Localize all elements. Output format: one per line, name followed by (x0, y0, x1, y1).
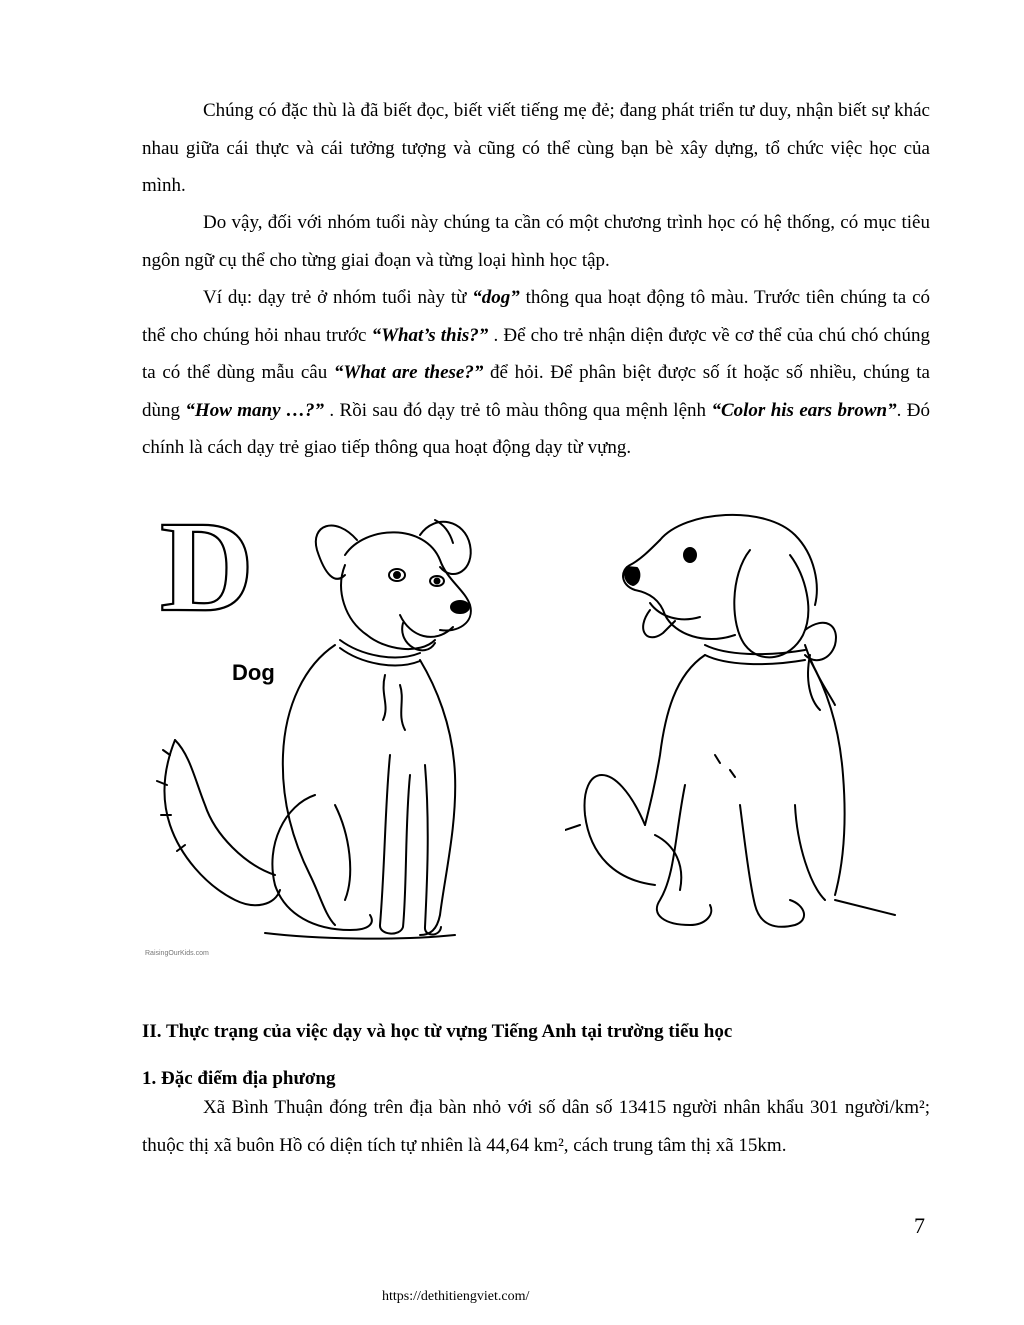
text-run: . Đó chính là cách dạy trẻ giao tiếp thông qua hoạt động dạy từ vựng. (142, 399, 930, 458)
dog-outline-right (565, 515, 895, 927)
paragraph-3 (142, 279, 930, 467)
emphasis-color-ears: “Color his ears brown” (711, 399, 897, 421)
text-run: . Để cho trẻ nhận diện được về cơ thể của chú chó chúng ta có thể dùng mẫu câu (142, 324, 930, 383)
emphasis-how-many: “How many …?” (185, 399, 324, 421)
dog-coloring-illustration-right (565, 505, 905, 945)
text-run: để hỏi. Để phân biệt được số ít hoặc số nhiều, chúng ta dùng (142, 362, 930, 421)
subsection-heading: 1. Đặc điểm địa phương (142, 1068, 336, 1089)
text-run: Ví dụ: dạy trẻ ở nhóm tuổi này từ (203, 287, 473, 308)
section-heading: II. Thực trạng của việc dạy và học từ vựng Tiếng Anh tại trường tiểu học (142, 1021, 733, 1042)
text-run: thông qua hoạt động tô màu. Trước tiên chúng ta có thể cho chúng hỏi nhau trước (142, 287, 930, 346)
illustration-credit: RaisingOurKids.com (145, 950, 209, 957)
paragraph-4: Xã Bình Thuận đóng trên địa bàn nhỏ với số dân số 13415 người nhân khẩu 301 người/km²; thuộc thị xã buôn Hồ có diện tích tự nhiên là 44,64 km², cách trung tâm thị xã 15km. (142, 1097, 930, 1156)
text-run: . Rồi sau đó dạy trẻ tô màu thông qua mệnh lệnh (323, 399, 712, 421)
letter-d: D (160, 505, 254, 639)
emphasis-whats-this: “What’s this?” (371, 324, 489, 346)
emphasis-dog: “dog” (472, 287, 520, 308)
dog-caption: Dog (232, 660, 275, 685)
footer-url[interactable]: https://dethitiengviet.com/ (382, 1289, 530, 1304)
page-number: 7 (914, 1213, 925, 1238)
emphasis-what-are-these: “What are these?” (333, 362, 484, 383)
dog-coloring-illustration-left (135, 505, 495, 965)
paragraph-1: Chúng có đặc thù là đã biết đọc, biết viết tiếng mẹ đẻ; đang phát triển tư duy, nhận biết sự khác nhau giữa cái thực và cái tưởng tượng và cũng có thể cùng bạn bè xây dựng, tổ chức việc học của mình. (142, 100, 930, 196)
paragraph-2: Do vậy, đối với nhóm tuổi này chúng ta cần có một chương trình học có hệ thống, có mục tiêu ngôn ngữ cụ thể cho từng giai đoạn và từng loại hình học tập. (142, 212, 930, 271)
